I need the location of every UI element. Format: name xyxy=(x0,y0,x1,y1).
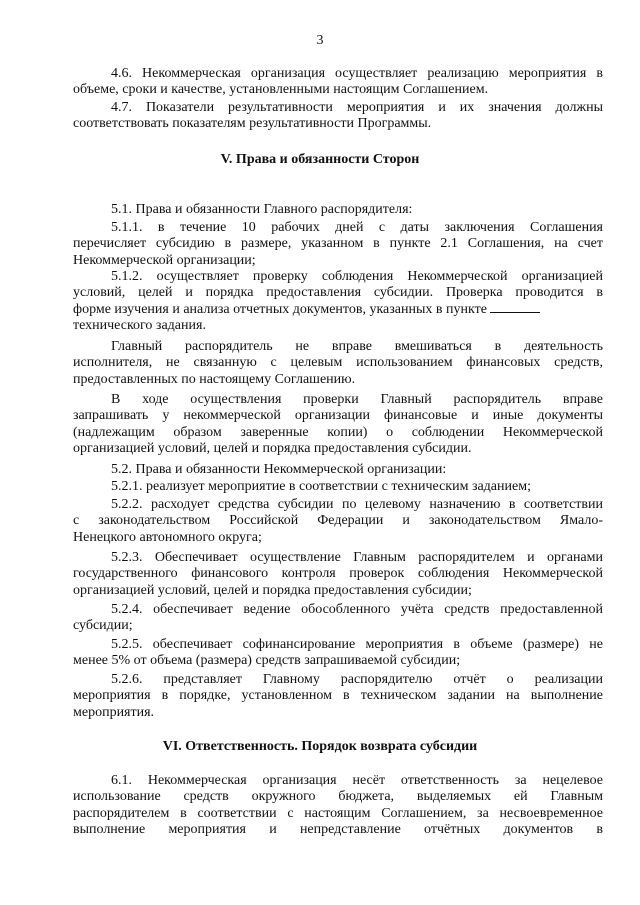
paragraph-5-2-4 xyxy=(73,602,603,635)
paragraph-5-2-1 xyxy=(73,479,603,495)
text-line: менее 5% от объема (размера) средств запрашиваемой субсидии; xyxy=(73,653,461,669)
paragraph-5-2-5 xyxy=(73,637,603,670)
paragraph-5-1 xyxy=(73,202,603,218)
text-line: 5.1.1. в течение 10 рабочих дней с даты заключения Соглашения xyxy=(111,220,603,235)
paragraph-5-2-2 xyxy=(73,497,603,546)
paragraph-inspection-rights xyxy=(73,392,603,458)
text-line xyxy=(73,302,603,318)
page-number: 3 xyxy=(316,33,324,48)
text-line: организацией условий, целей и порядка предоставления субсидии. xyxy=(73,441,472,457)
text-line: 5.2. Права и обязанности Некоммерческой организации: xyxy=(111,462,447,477)
paragraph-authority-limits xyxy=(73,339,603,388)
text-line: 5.2.5. обеспечивает софинансирование мероприятия в объеме (размере) не xyxy=(111,637,603,652)
paragraph-5-1-1 xyxy=(73,220,603,269)
text-line: организацией условий, целей и порядка предоставления субсидии; xyxy=(73,582,472,598)
text-line: субсидии; xyxy=(73,618,133,634)
paragraph-4-6 xyxy=(73,66,603,99)
text-line: соответствовать показателям результативности Программы. xyxy=(73,116,432,132)
paragraph-6-1 xyxy=(73,773,603,839)
text-line: перечисляет субсидию в размере, указанном в пункте 2.1 Соглашения, на счет xyxy=(73,236,603,252)
text-line: выполнение мероприятия и непредставление отчётных документов в xyxy=(73,822,603,838)
fill-in-blank xyxy=(490,302,540,313)
text-line: распорядителем в соответствии с настоящим Соглашением, за несвоевременное xyxy=(73,805,603,821)
text-line: форме изучения и анализа отчетных документов, указанных в пункте xyxy=(73,301,487,317)
text-line: 5.2.4. обеспечивает ведение обособленного учёта средств предоставленной xyxy=(111,602,603,617)
text-line: с законодательством Российской Федерации и законодательством Ямало- xyxy=(73,513,603,529)
text-line: 5.1.2. осуществляет проверку соблюдения Некоммерческой организацией xyxy=(111,269,603,284)
text-line: запрашивать у некоммерческой организации финансовые и иные документы xyxy=(73,408,603,424)
text-line: использование средств окружного бюджета, выделяемых ей Главным xyxy=(73,789,603,805)
text-line: технического задания. xyxy=(73,318,206,334)
text-line: государственного финансового контроля проверок соблюдения Некоммерческой xyxy=(73,566,603,582)
paragraph-5-2-3 xyxy=(73,550,603,599)
paragraph-5-2 xyxy=(73,462,603,478)
text-line: мероприятия в порядке, установленном в техническом задании на выполнение xyxy=(73,688,603,704)
text-line: 5.2.1. реализует мероприятие в соответствии с техническим заданием; xyxy=(111,479,531,494)
text-line: 4.6. Некоммерческая организация осуществляет реализацию мероприятия в xyxy=(111,66,603,81)
section-heading-6: VI. Ответственность. Порядок возврата субсидии xyxy=(162,739,478,754)
paragraph-4-7 xyxy=(73,100,603,133)
text-line: Главный распорядитель не вправе вмешиваться в деятельность xyxy=(111,339,603,354)
text-line: Ненецкого автономного округа; xyxy=(73,529,262,545)
paragraph-5-2-6 xyxy=(73,672,603,721)
text-line: мероприятия. xyxy=(73,704,155,720)
paragraph-5-1-2 xyxy=(73,269,603,335)
text-line: 5.2.6. представляет Главному распорядителю отчёт о реализации xyxy=(111,672,603,687)
text-line: 5.2.2. расходует средства субсидии по целевому назначению в соответствии xyxy=(111,497,603,512)
text-line: условий, целей и порядка предоставления субсидии. Проверка проводится в xyxy=(73,285,603,301)
text-line: предоставленных по настоящему Соглашению. xyxy=(73,371,356,387)
text-line: 5.1. Права и обязанности Главного распорядителя: xyxy=(111,202,413,217)
text-line: Некоммерческой организации; xyxy=(73,252,256,268)
text-line: 6.1. Некоммерческая организация несёт ответственность за нецелевое xyxy=(111,773,603,788)
text-line: объеме, сроки и качестве, установленными настоящим Соглашением. xyxy=(73,82,489,98)
text-line: (надлежащим образом заверенные копии) о соблюдении Некоммерческой xyxy=(73,424,603,440)
text-line: 4.7. Показатели результативности мероприятия и их значения должны xyxy=(111,100,603,115)
text-line: исполнителя, не связанную с целевым использованием финансовых средств, xyxy=(73,355,603,371)
section-heading-5: V. Права и обязанности Сторон xyxy=(220,152,420,167)
text-line: 5.2.3. Обеспечивает осуществление Главным распорядителем и органами xyxy=(111,550,603,565)
text-line: В ходе осуществления проверки Главный распорядитель вправе xyxy=(111,392,603,407)
